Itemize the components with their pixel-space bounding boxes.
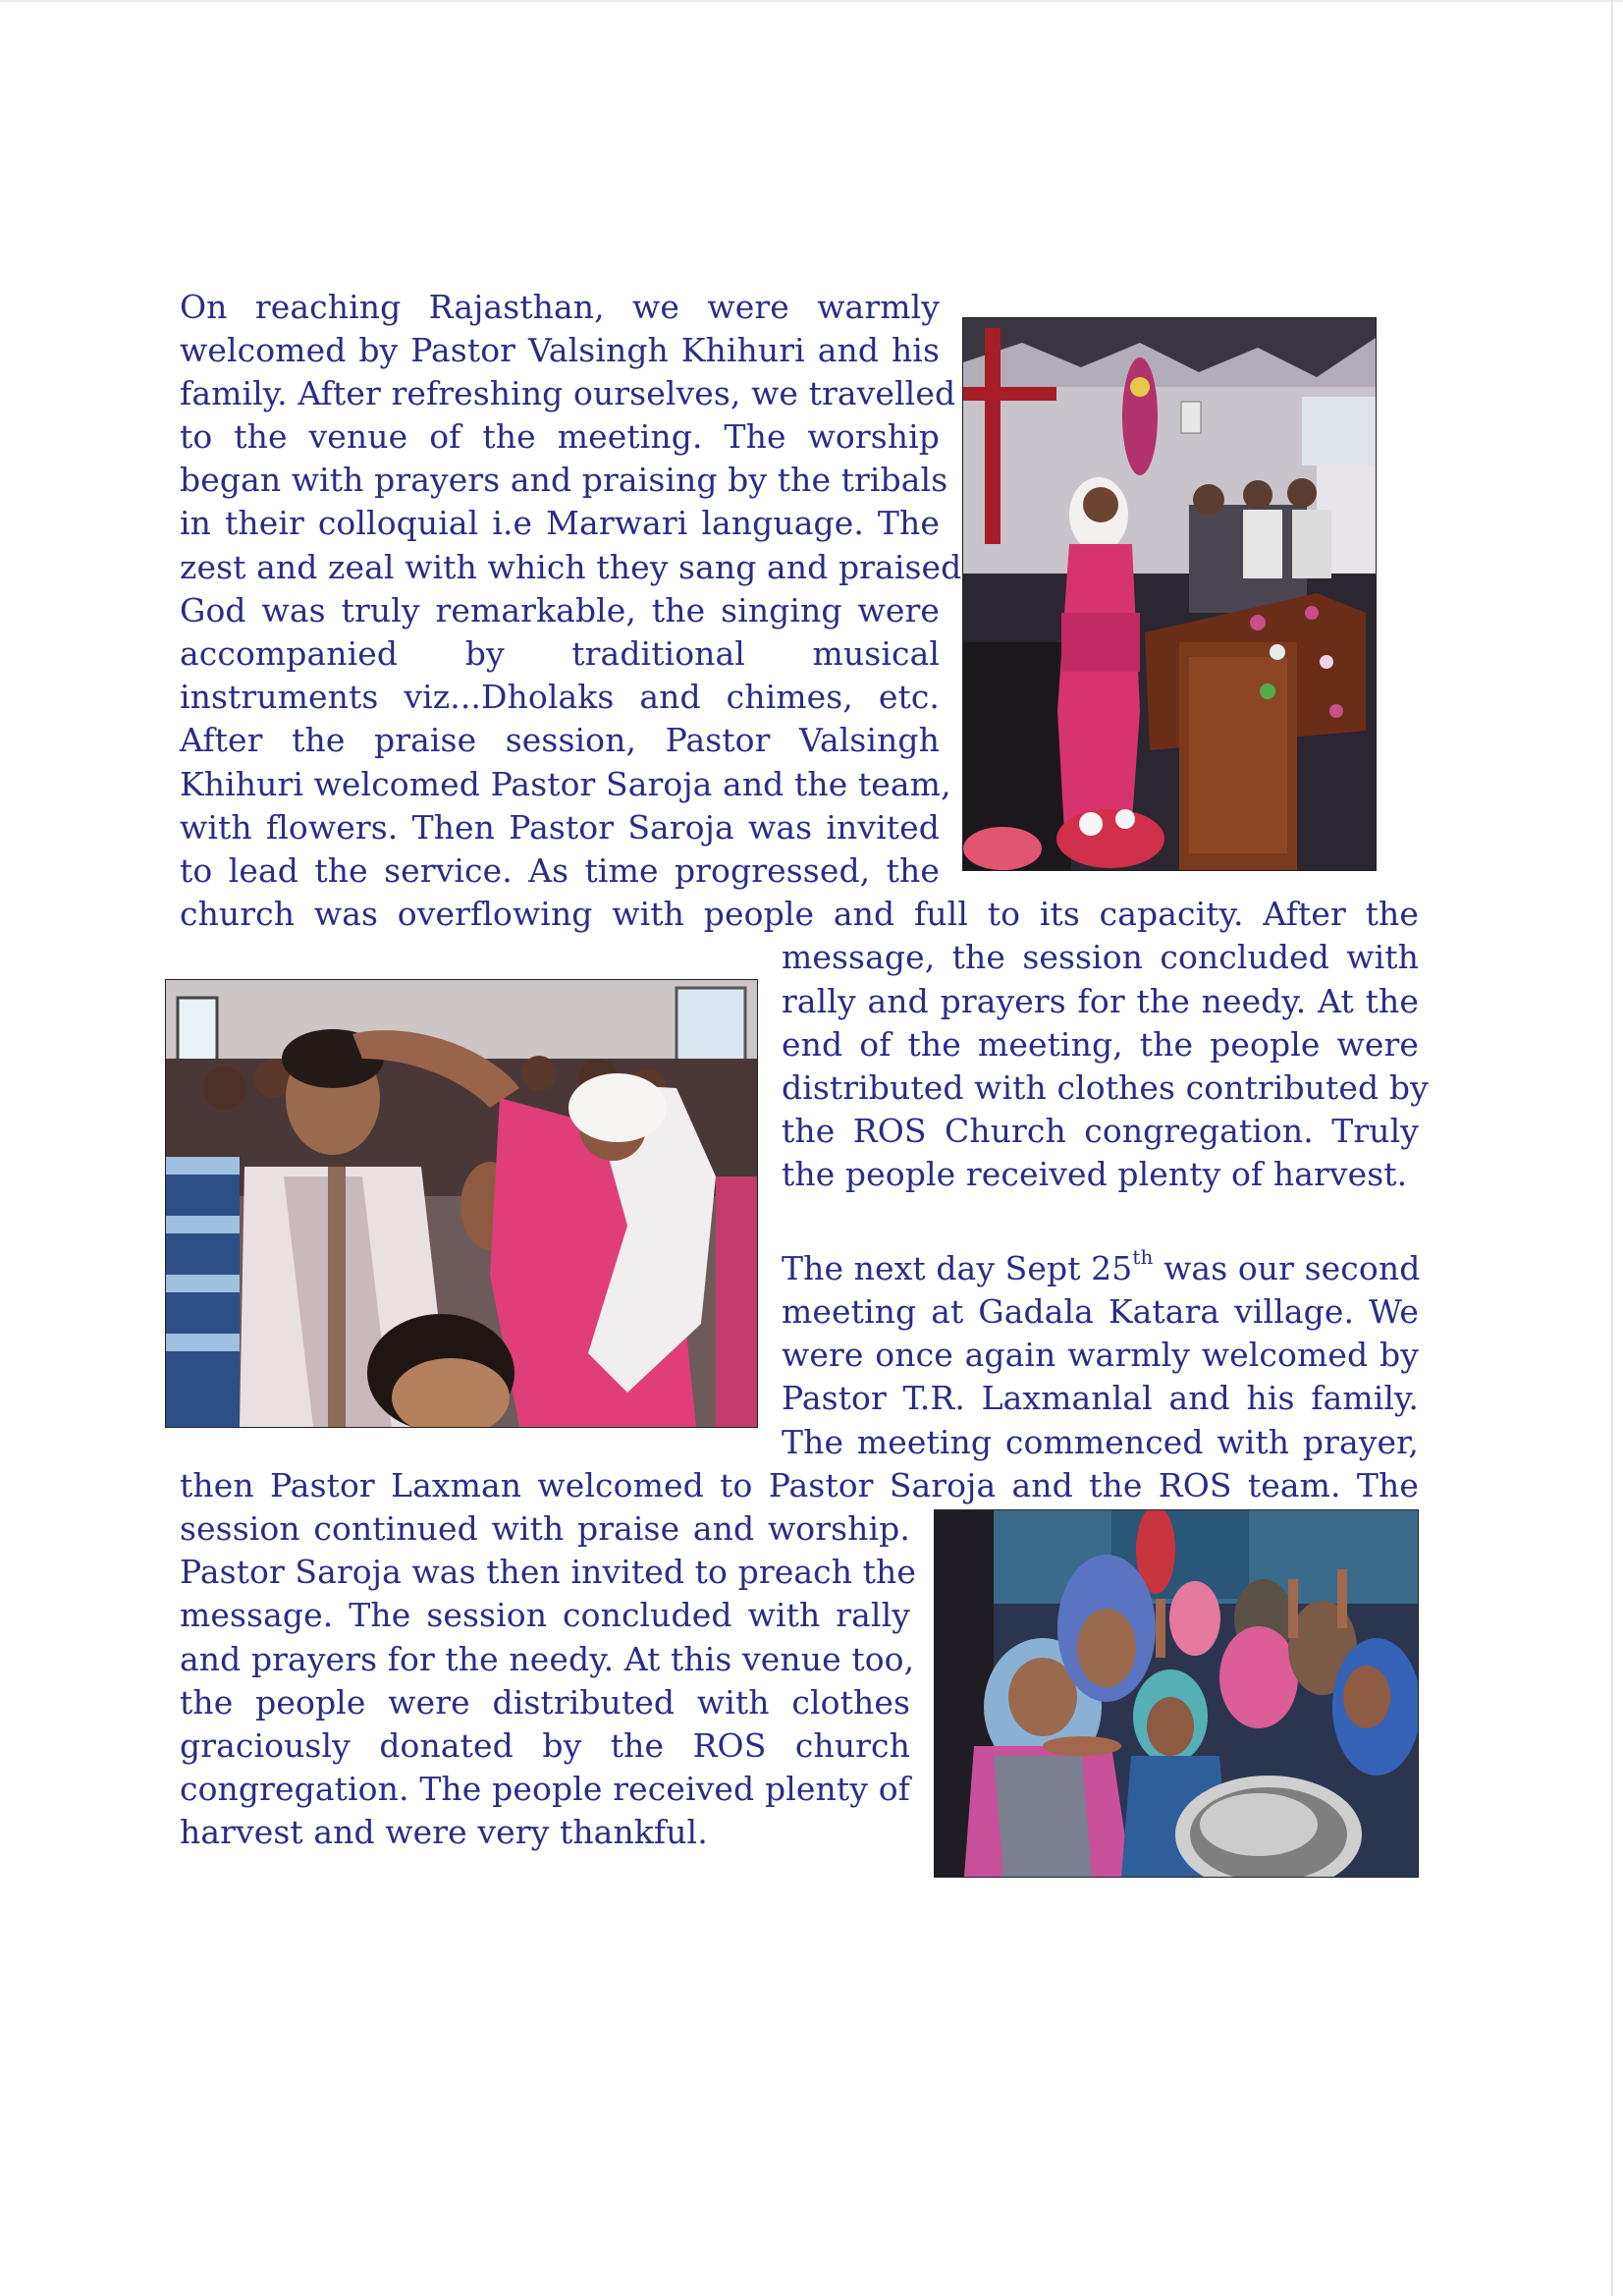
- text-line: meeting at Gadala Katara village. We: [782, 1292, 1419, 1331]
- page-top-edge: [0, 0, 1623, 2]
- text-line: distributed with clothes contributed by: [782, 1068, 1429, 1107]
- text-line: the ROS Church congregation. Truly: [782, 1112, 1419, 1150]
- text-line: instruments viz...Dholaks and chimes, etc.: [180, 678, 940, 716]
- text-line: God was truly remarkable, the singing were: [180, 591, 940, 629]
- text-line: message. The session concluded with rally: [180, 1596, 910, 1634]
- women-praising-icon: [934, 1509, 1419, 1878]
- text-line: welcomed by Pastor Valsingh Khihuri and his: [180, 331, 940, 369]
- text-line: graciously donated by the ROS church: [180, 1726, 910, 1765]
- text-line: session continued with praise and worship.: [180, 1509, 910, 1548]
- pastor-preaching-at-pulpit-icon: [962, 317, 1377, 871]
- text-line: to the venue of the meeting. The worship: [180, 417, 940, 456]
- text-line: the people were distributed with clothes: [180, 1683, 910, 1722]
- laying-hands-prayer-icon: [165, 979, 758, 1428]
- text-line: church was overflowing with people and full to its capacity. After the: [180, 895, 1419, 933]
- text-line: congregation. The people received plenty of: [180, 1770, 910, 1808]
- date-text: The next day Sept 25: [782, 1249, 1133, 1287]
- text-line: After the praise session, Pastor Valsingh: [180, 721, 940, 759]
- text-line: message, the session concluded with: [782, 938, 1419, 976]
- text-line: Pastor Saroja was then invited to preach the: [180, 1553, 916, 1591]
- text-line: end of the meeting, the people were: [782, 1025, 1419, 1064]
- text-line: were once again warmly welcomed by: [782, 1336, 1419, 1374]
- text-line: rally and prayers for the needy. At the: [782, 982, 1419, 1020]
- text-line: to lead the service. As time progressed, the: [180, 851, 940, 890]
- text-line: The meeting commenced with prayer,: [782, 1423, 1419, 1461]
- page-right-edge: [1611, 0, 1613, 2296]
- text-line: Khihuri welcomed Pastor Saroja and the team,: [180, 765, 951, 803]
- text-line: [782, 1247, 1419, 1290]
- text-line: zest and zeal with which they sang and praised: [180, 548, 962, 586]
- text-line: Pastor T.R. Laxmanlal and his family.: [782, 1379, 1419, 1417]
- text-line: and prayers for the needy. At this venue too,: [180, 1640, 915, 1678]
- text-line: with flowers. Then Pastor Saroja was invited: [180, 808, 940, 847]
- text-line: accompanied by traditional musical: [180, 634, 940, 673]
- text-line: began with prayers and praising by the tribals: [180, 461, 948, 499]
- text-line: then Pastor Laxman welcomed to Pastor Saroja and the ROS team. The: [180, 1466, 1419, 1504]
- text-line: On reaching Rajasthan, we were warmly: [180, 288, 940, 326]
- date-suffix: th: [1132, 1245, 1154, 1269]
- text-line: the people received plenty of harvest.: [782, 1155, 1408, 1193]
- text-line: harvest and were very thankful.: [180, 1813, 708, 1851]
- text-line: family. After refreshing ourselves, we travelled: [180, 374, 956, 412]
- date-text-rest: was our second: [1153, 1249, 1421, 1287]
- text-line: in their colloquial i.e Marwari language. The: [180, 504, 940, 542]
